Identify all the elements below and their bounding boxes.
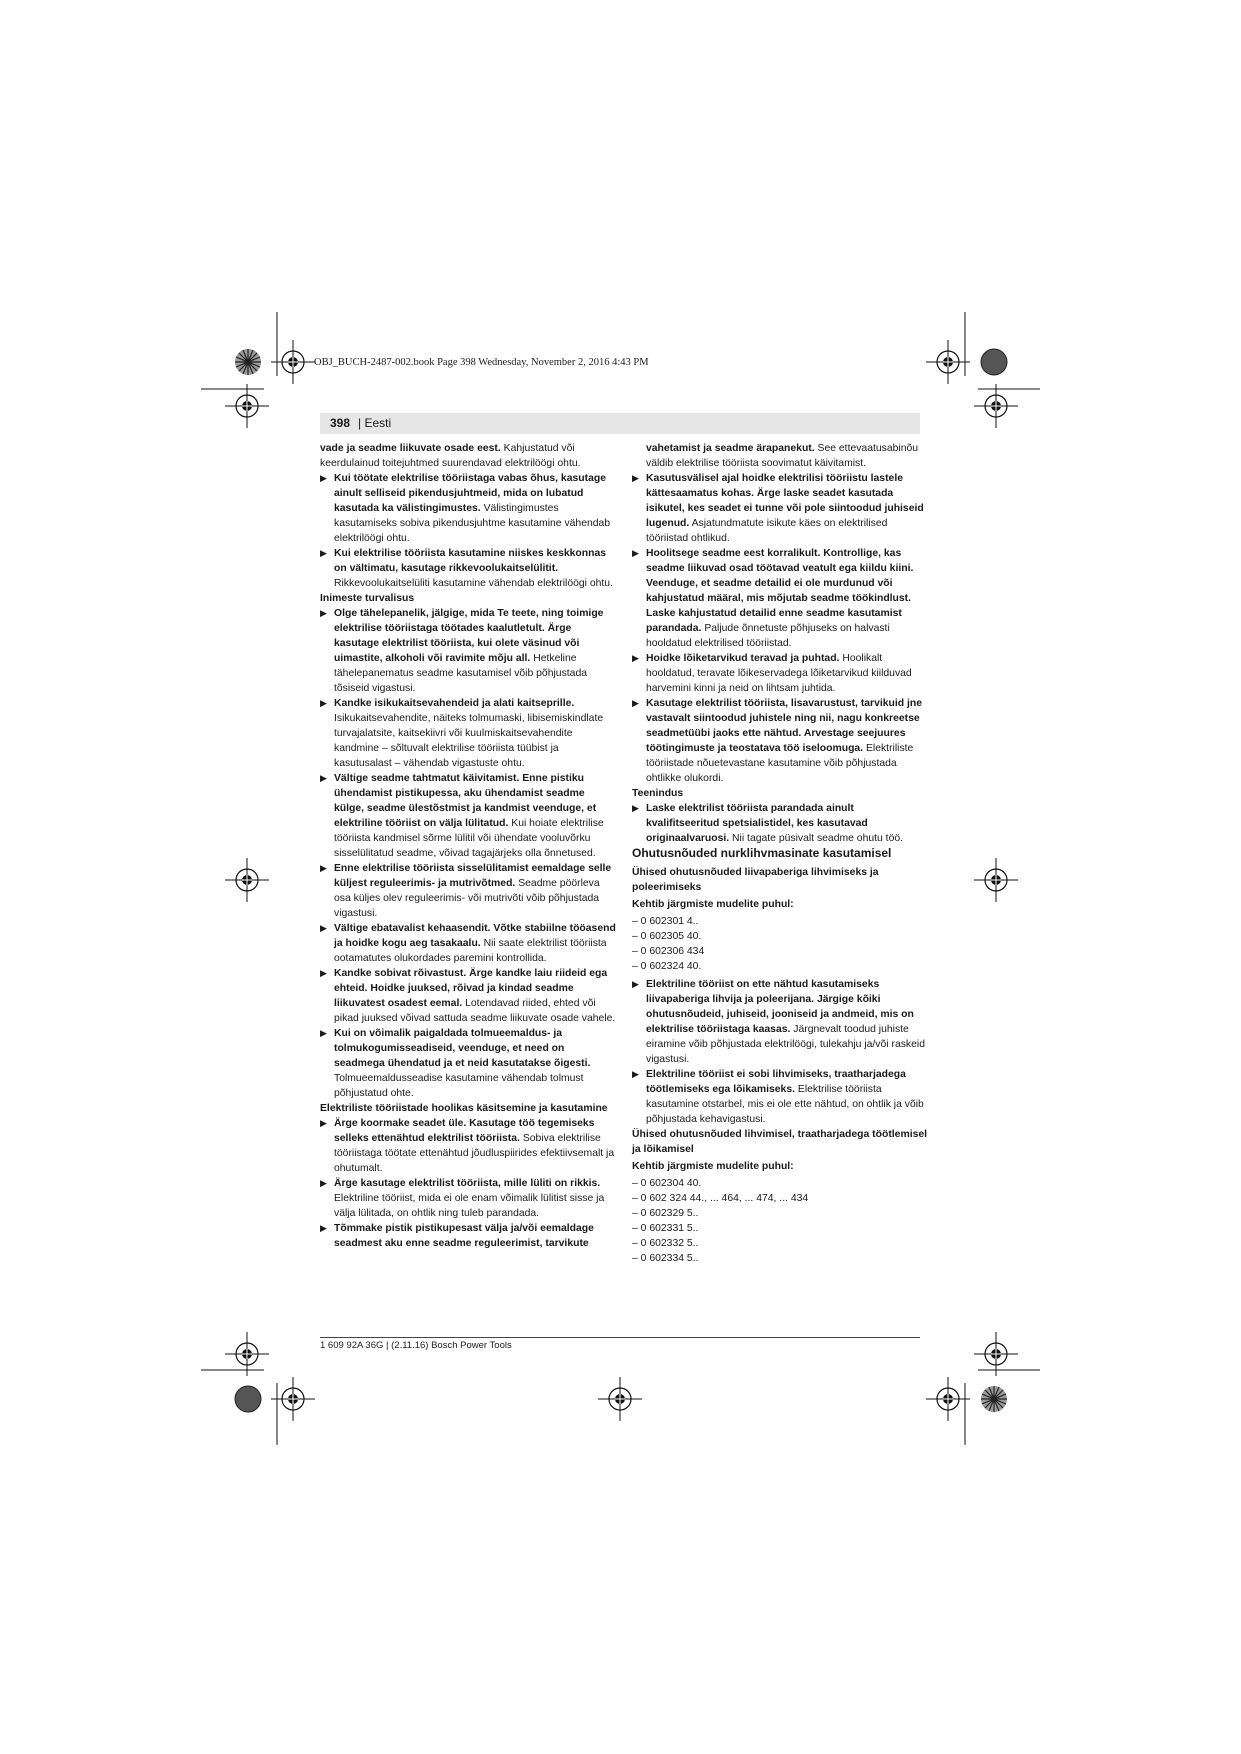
color-calibration-dot-icon xyxy=(235,349,261,375)
model-item: – 0 602334 5.. xyxy=(632,1253,699,1264)
registration-mark-icon xyxy=(926,1377,970,1421)
registration-mark-icon xyxy=(271,1377,315,1421)
registration-mark-icon xyxy=(225,384,269,428)
list-item: ▶ Kasutusvälisel ajal hoidke elektrilisi tööriistu lastele kättesaamatus kohas. Ärge laske seadet kasutada isikutel, kes seadet ei tunne või pole siintoodud juhiseid lugenud. Asjatundmatute isikute käes on elektrilised tööriistad ohtlikud. xyxy=(632,473,924,544)
subsection-title: Ühised ohutusnõuded lihvimisel, traatharjadega töötlemisel ja lõikamisel xyxy=(632,1129,928,1155)
bullet-arrow-icon: ▶ xyxy=(320,923,327,933)
registration-mark-icon xyxy=(598,1377,642,1421)
color-calibration-dot-icon xyxy=(235,1386,261,1412)
bullet-arrow-icon: ▶ xyxy=(632,653,639,663)
registration-mark-icon xyxy=(225,1332,269,1376)
bullet-arrow-icon: ▶ xyxy=(320,698,327,708)
model-item: – 0 602324 40. xyxy=(632,961,702,972)
bullet-arrow-icon: ▶ xyxy=(320,608,327,618)
color-calibration-dot-icon xyxy=(981,1386,1007,1412)
list-item: ▶ Tõmmake pistik pistikupesast välja ja/või eemaldage seadmest aku enne seadme reguleerimist, tarvikute xyxy=(320,1223,594,1249)
left-column xyxy=(320,441,616,1251)
list-item: ▶ Kui elektrilise tööriista kasutamine niiskes keskkonnas on vältimatu, kasutage rikkevoolukaitselülitit. Rikkevoolukaitselüliti kasutamine vähendab elektrilöögi ohtu. xyxy=(320,548,613,589)
models-label: Kehtib järgmiste mudelite puhul: xyxy=(632,899,794,910)
section-heading-service: Teenindus xyxy=(632,788,684,799)
list-item: ▶ Hoidke lõiketarvikud teravad ja puhtad. Hoolikalt hooldatud, teravate lõikeservadega lõiketarvikud kiilduvad harvemini kinni ja neid on lihtsam juhtida. xyxy=(632,653,912,694)
model-item: – 0 602305 40. xyxy=(632,931,702,942)
bullet-arrow-icon: ▶ xyxy=(320,1028,327,1038)
list-item: ▶ Ärge koormake seadet üle. Kasutage töö tegemiseks selleks ettenähtud elektrilist tööriista. Sobiva elektrilise tööriistaga töötate ettenähtud jõudluspiirides efektiivsemalt ja ohutumalt. xyxy=(320,1118,615,1174)
bullet-arrow-icon: ▶ xyxy=(632,548,639,558)
bullet-arrow-icon: ▶ xyxy=(320,1178,327,1188)
page-number: 398 xyxy=(330,416,351,430)
bullet-arrow-icon: ▶ xyxy=(320,773,327,783)
registration-mark-icon xyxy=(271,340,315,384)
page-language: | Eesti xyxy=(358,416,392,430)
model-item: – 0 602332 5.. xyxy=(632,1238,699,1249)
right-column xyxy=(632,441,928,1266)
list-item: ▶ Elektriline tööriist on ette nähtud kasutamiseks liivapaberiga lihvija ja poleerijana. Järgige kõiki ohutusnõudeid, juhiseid, jooniseid ja andmeid, mis on elektrilise tööriistaga kaasas. Järgnevalt toodud juhiste eiramine võib põhjustada elektrilöögi, tulekahju ja/või raskeid vigastusi. xyxy=(632,979,925,1065)
model-item: – 0 602304 40. xyxy=(632,1178,702,1189)
models-label: Kehtib järgmiste mudelite puhul: xyxy=(632,1161,794,1172)
model-item: – 0 602306 434 xyxy=(632,946,705,957)
list-item: ▶ Kandke sobivat rõivastust. Ärge kandke laiu riideid ega ehteid. Hoidke juuksed, rõivad ja kindad seadme liikuvatest osadest eemal. Lotendavad riided, ehted või pikad juuksed võivad sattuda seadme liikuvate osade vahele. xyxy=(320,968,616,1024)
bullet-arrow-icon: ▶ xyxy=(320,968,327,978)
section-heading-careful-use: Elektriliste tööriistade hoolikas käsitsemine ja kasutamine xyxy=(320,1103,608,1114)
model-item: – 0 602331 5.. xyxy=(632,1223,699,1234)
list-item: ▶ Enne elektrilise tööriista sisselülitamist eemaldage selle küljest reguleerimis- ja mutrivõtmed. Seadme pöörleva osa küljes olev reguleerimis- või mutrivõti võib põhjustada vigastusi. xyxy=(320,863,612,919)
list-item: ▶ Vältige seadme tahtmatut käivitamist. Enne pistiku ühendamist pistikupessa, aku ühendamist seadme külge, seadme ülestõstmist ja kandmist veenduge, et elektriline tööriist on välja lülitatud. Kui hoiate elektrilise tööriista kandmisel sõrme lülitil või ühendate vooluvõrku sisselülitatud seadme, võivad tagajärjeks olla õnnetused. xyxy=(320,773,604,859)
bullet-arrow-icon: ▶ xyxy=(320,548,327,558)
list-item: ▶ Elektriline tööriist ei sobi lihvimiseks, traatharjadega töötlemiseks ega lõikamiseks. Elektrilise tööriista kasutamine otstarbel, mis ei ole ette nähtud, on ohtlik ja võib põhjustada kehavigastusi. xyxy=(632,1069,924,1125)
list-item: ▶ Olge tähelepanelik, jälgige, mida Te teete, ning toimige elektrilise tööriistaga töötades kaalutletult. Ärge kasutage elektrilist tööriista, kui olete väsinud või uimastite, alkoholi või ravimite mõju all. Hetkeline tähelepanematus seadme kasutamisel võib põhjustada tõsiseid vigastusi. xyxy=(320,608,604,694)
page-header xyxy=(320,413,920,434)
page-footer: 1 609 92A 36G | (2.11.16) Bosch Power Tools xyxy=(320,1340,512,1351)
list-item: ▶ Kui on võimalik paigaldada tolmueemaldus- ja tolmukogumisseadiseid, veenduge, et need on seadmega ühendatud ja et neid kasutatakse õigesti. Tolmueemaldusseadise kasutamine vähendab tolmust põhjustatud ohte. xyxy=(320,1028,591,1099)
list-item: ▶ Laske elektrilist tööriista parandada ainult kvalifitseeritud spetsialistidel, kes kasutavad originaalvaruosi. Nii tagate püsivalt seadme ohutu töö. xyxy=(632,803,904,844)
registration-mark-icon xyxy=(974,1332,1018,1376)
bullet-arrow-icon: ▶ xyxy=(632,979,639,989)
continuation-paragraph: vade ja seadme liikuvate osade eest. Kahjustatud või keerdulainud toitejuhtmed suurendavad elektrilöögi ohtu. xyxy=(320,443,581,469)
bullet-arrow-icon: ▶ xyxy=(320,1118,327,1128)
continuation-paragraph: vahetamist ja seadme ärapanekut. See ettevaatusabinõu väldib elektrilise tööriista soovimatut käivitamist. xyxy=(646,443,919,469)
bullet-arrow-icon: ▶ xyxy=(632,473,639,483)
list-item: ▶ Kasutage elektrilist tööriista, lisavarustust, tarvikuid jne vastavalt siintoodud juhistele ning nii, nagu konkreetse seadmetüübi jaoks ette nähtud. Arvestage seejuures töötingimuste ja teostatava töö iseloomuga. Elektriliste tööriistade nõuetevastane kasutamine võib põhjustada ohtlikke olukordi. xyxy=(632,698,923,784)
model-item: – 0 602329 5.. xyxy=(632,1208,699,1219)
registration-mark-icon xyxy=(974,858,1018,902)
footer-divider xyxy=(320,1337,920,1338)
bullet-arrow-icon: ▶ xyxy=(320,473,327,483)
list-item: ▶ Ärge kasutage elektrilist tööriista, mille lüliti on rikkis. Elektriline tööriist, mida ei ole enam võimalik lülitist sisse ja välja lülitada, on ohtlik ning tuleb parandada. xyxy=(320,1178,605,1219)
list-item: ▶ Kandke isikukaitsevahendeid ja alati kaitseprille. Isikukaitsevahendite, näiteks tolmumaski, libisemiskindlate turvajalatsite, kaitsekiivri või kuulmiskaitsevahendite kandmine – sõltuvalt elektrilise tööriista tüübist ja kasutusalast – vähendab vigastuste ohtu. xyxy=(320,698,604,769)
bullet-arrow-icon: ▶ xyxy=(632,803,639,813)
bullet-arrow-icon: ▶ xyxy=(320,1223,327,1233)
model-item: – 0 602 324 44., ... 464, ... 474, ... 434 xyxy=(632,1193,809,1204)
book-info: OBJ_BUCH-2487-002.book Page 398 Wednesday, November 2, 2016 4:43 PM xyxy=(314,357,649,368)
registration-mark-icon xyxy=(225,858,269,902)
section-title: Ohutusnõuded nurklihvmasinate kasutamisel xyxy=(632,846,892,860)
list-item: ▶ Kui töötate elektrilise tööriistaga vabas õhus, kasutage ainult selliseid pikendusjuhtmeid, mida on lubatud kasutada ka välistingimustes. Välistingimustes kasutamiseks sobiva pikendusjuhtme kasutamine vähendab elektrilöögi ohtu. xyxy=(320,473,611,544)
subsection-title: Ühised ohutusnõuded liivapaberiga lihvimiseks ja poleerimiseks xyxy=(632,867,879,893)
registration-mark-icon xyxy=(974,384,1018,428)
color-calibration-dot-icon xyxy=(981,349,1007,375)
bullet-arrow-icon: ▶ xyxy=(320,863,327,873)
bullet-arrow-icon: ▶ xyxy=(632,698,639,708)
list-item: ▶ Hoolitsege seadme eest korralikult. Kontrollige, kas seadme liikuvad osad töötavad veatult ega kiildu kiini. Veenduge, et seadme detailid ei ole murdunud või kahjustatud määral, mis mõjutab seadme töökindlust. Laske kahjustatud detailid enne seadme kasutamist parandada. Paljude õnnetuste põhjuseks on halvasti hooldatud elektrilised tööriistad. xyxy=(632,548,914,649)
registration-mark-icon xyxy=(926,340,970,384)
model-item: – 0 602301 4.. xyxy=(632,916,699,927)
list-item: ▶ Vältige ebatavalist kehaasendit. Võtke stabiilne tööasend ja hoidke kogu aeg tasakaalu. Nii saate elektrilist tööriista ootamatutes olukordades paremini kontrollida. xyxy=(320,923,616,964)
bullet-arrow-icon: ▶ xyxy=(632,1069,639,1079)
section-heading-personal: Inimeste turvalisus xyxy=(320,593,415,604)
